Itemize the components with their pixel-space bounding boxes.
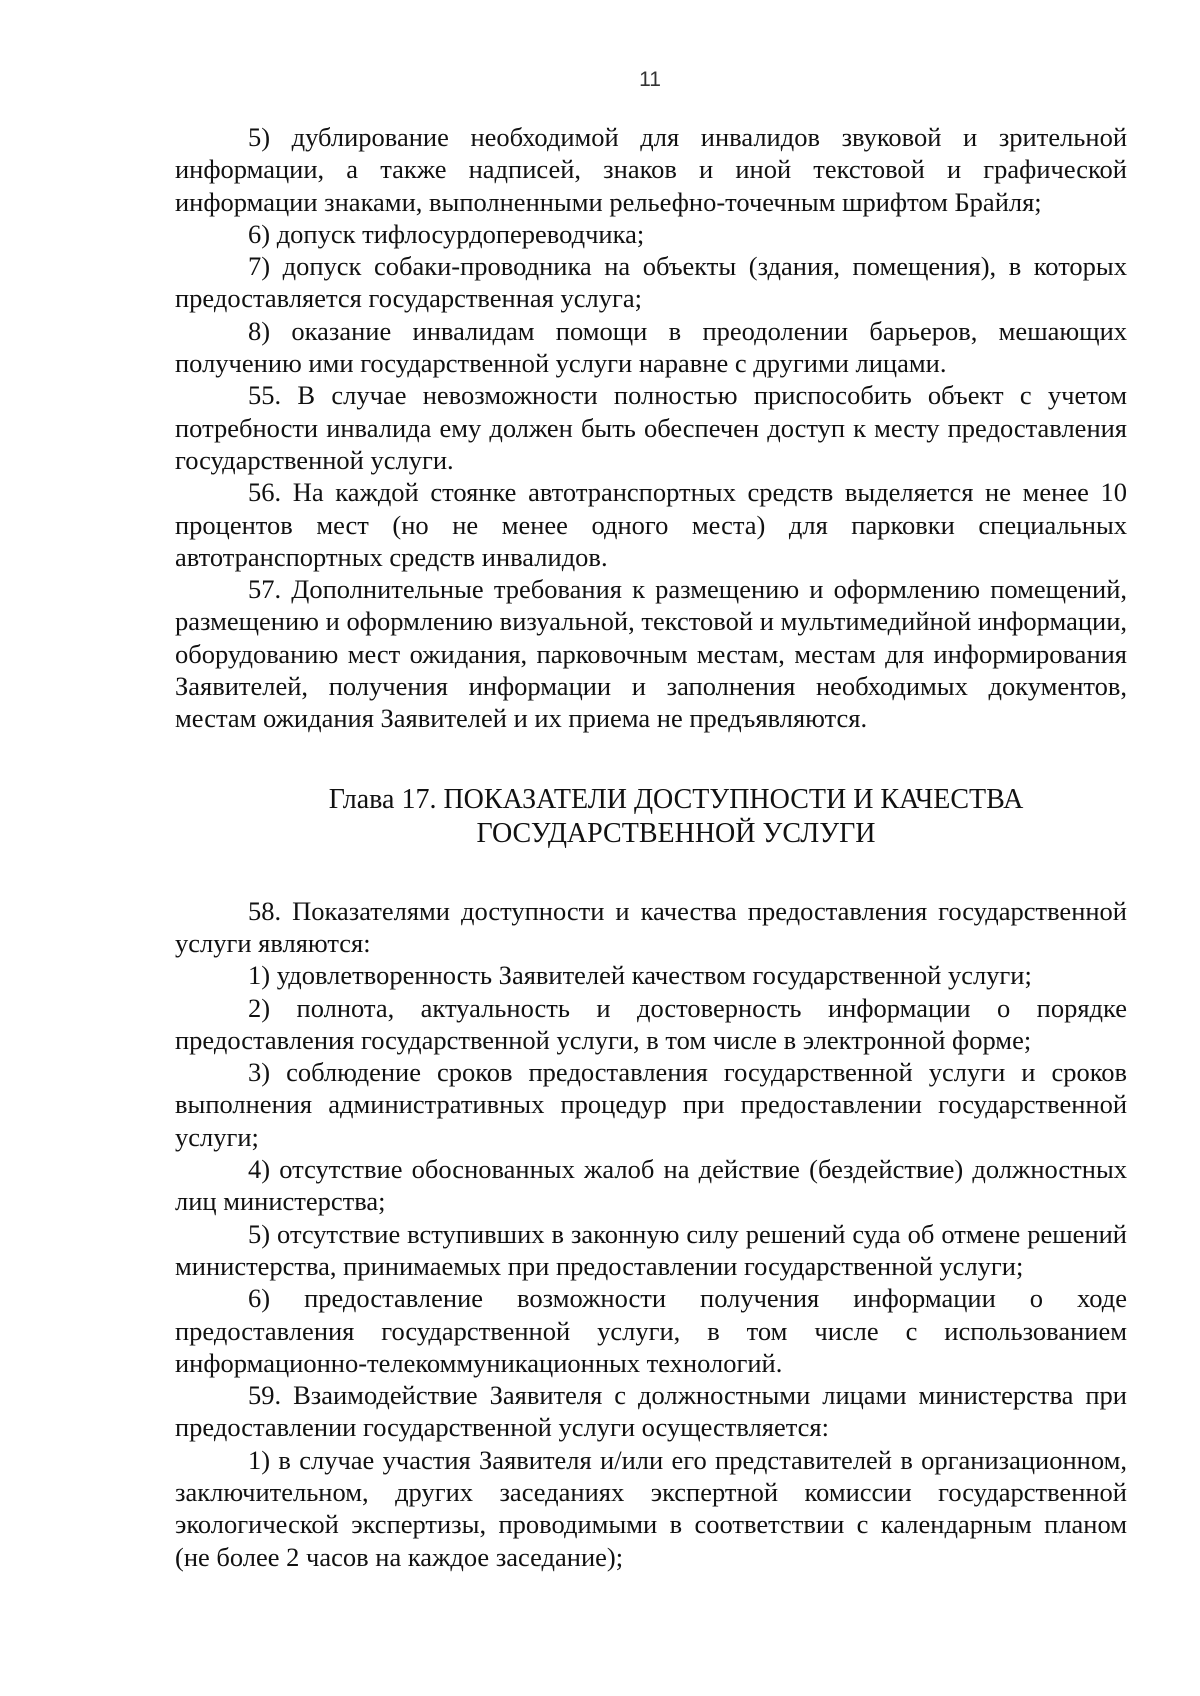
paragraph: 6) допуск тифлосурдопереводчика; (248, 218, 645, 249)
paragraph: 2) полнота, актуальность и достоверность информации о порядке предоставления государственной услуги, в том числе в электронной форме; (175, 992, 1127, 1055)
paragraph: 56. На каждой стоянке автотранспортных средств выделяется не менее 10 процентов мест (но не менее одного места) для парковки специальных автотранспортных средств инвалидов. (175, 477, 1127, 572)
paragraph: 58. Показателями доступности и качества предоставления государственной услуги являются: (175, 895, 1127, 958)
paragraph: 57. Дополнительные требования к размещению и оформлению помещений, размещению и оформлению визуальной, текстовой и мультимедийной информации, оборудованию мест ожидания, парковочным местам, местам для информирования Заявителей, получения информации и заполнения необходимых документов, местам ожидания Заявителей и их приема не предъявляются. (175, 574, 1127, 734)
paragraph: 5) дублирование необходимой для инвалидов звуковой и зрительной информации, а также надписей, знаков и иной текстовой и графической информации знаками, выполненными рельефно-точечным шрифтом Брайля; (175, 122, 1127, 217)
paragraph: 4) отсутствие обоснованных жалоб на действие (бездействие) должностных лиц министерства; (175, 1154, 1127, 1217)
paragraph: 59. Взаимодействие Заявителя с должностными лицами министерства при предоставлении государственной услуги осуществляется: (175, 1380, 1127, 1443)
document-body (175, 121, 1127, 1573)
paragraph: 3) соблюдение сроков предоставления государственной услуги и сроков выполнения административных процедур при предоставлении государственной услуги; (175, 1057, 1127, 1152)
page-number: 11 (639, 68, 661, 91)
chapter-heading-line-1: Глава 17. ПОКАЗАТЕЛИ ДОСТУПНОСТИ И КАЧЕСТВА (328, 783, 1024, 815)
paragraph: 7) допуск собаки-проводника на объекты (здания, помещения), в которых предоставляется государственная услуга; (175, 251, 1127, 314)
paragraph: 6) предоставление возможности получения информации о ходе предоставления государственной услуги, в том числе с использованием информационно-телекоммуникационных технологий. (175, 1283, 1127, 1378)
section-after-heading (175, 895, 1127, 1573)
paragraph: 5) отсутствие вступивших в законную силу решений суда об отмене решений министерства, принимаемых при предоставлении государственной услуги; (175, 1218, 1127, 1281)
paragraph: 8) оказание инвалидам помощи в преодолении барьеров, мешающих получению ими государственной услуги наравне с другими лицами. (175, 315, 1127, 379)
chapter-heading-line-2: ГОСУДАРСТВЕННОЙ УСЛУГИ (476, 817, 876, 849)
paragraph: 55. В случае невозможности полностью приспособить объект с учетом потребности инвалида ему должен быть обеспечен доступ к месту предоставления государственной услуги. (175, 380, 1127, 475)
paragraph: 1) удовлетворенность Заявителей качеством государственной услуги; (248, 960, 1032, 991)
chapter-heading (175, 783, 1127, 851)
section-before-heading (175, 121, 1127, 735)
paragraph: 1) в случае участия Заявителя и/или его представителей в организационном, заключительном, других заседаниях экспертной комиссии государственной экологической экспертизы, проводимыми в соответствии с календарным планом (не более 2 часов на каждое заседание); (175, 1444, 1127, 1572)
